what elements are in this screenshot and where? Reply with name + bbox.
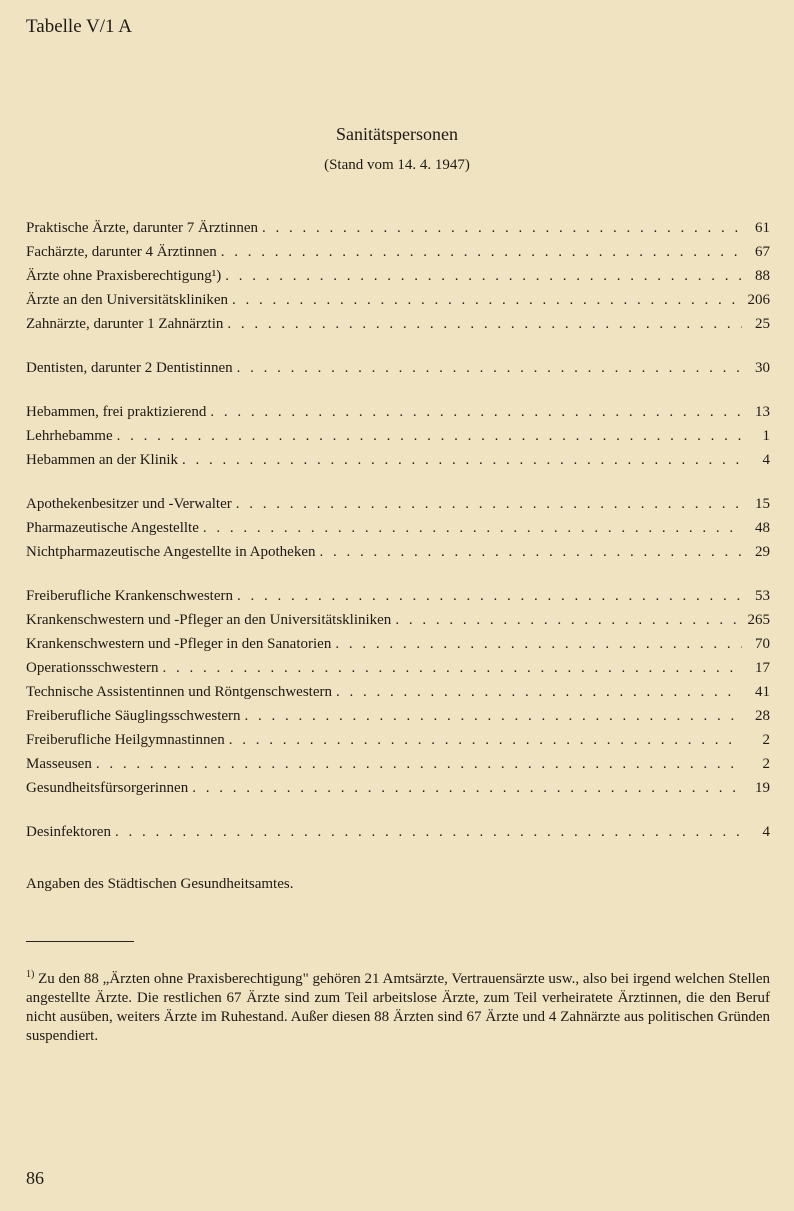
leader-dots <box>115 824 742 841</box>
item-label: Krankenschwestern und -Pfleger an den Universitätskliniken <box>26 612 392 628</box>
list-item <box>26 520 770 544</box>
list-item <box>26 292 770 316</box>
list-item <box>26 268 770 292</box>
item-count: 2 <box>762 732 770 748</box>
footnote-divider <box>26 941 134 942</box>
list-item <box>26 732 770 756</box>
list-item <box>26 780 770 804</box>
list-item <box>26 612 770 636</box>
item-label: Ärzte an den Universitätskliniken <box>26 292 229 308</box>
leader-dots <box>262 220 742 237</box>
table-label: Tabelle V/1 A <box>26 16 132 37</box>
list-item <box>26 684 770 708</box>
leader-dots <box>96 756 742 773</box>
list-group <box>26 220 770 340</box>
list-group <box>26 496 770 568</box>
item-count: 29 <box>755 544 770 560</box>
item-label: Krankenschwestern und -Pfleger in den Sanatorien <box>26 636 332 652</box>
leader-dots <box>395 612 742 629</box>
footnote-text: Zu den 88 „Ärzten ohne Praxisberechtigung" gehören 21 Amtsärzte, Vertrauensärzte usw., also bei irgend welchen Stellen angestellte Ärzte. Die restlichen 67 Ärzte sind zum Teil arbeitslose Ärzte, zum Teil verheiratete Ärztinnen, die den Beruf nicht ausüben, weiters Ärzte im Ruhestand. Außer diesen 88 Ärzten sind 67 Ärzte und 4 Zahnärzte aus politischen Gründen suspendiert. <box>26 971 771 1044</box>
item-count: 28 <box>755 708 770 724</box>
item-label: Dentisten, darunter 2 Dentistinnen <box>26 360 233 376</box>
list-item <box>26 660 770 684</box>
list-item <box>26 452 770 476</box>
leader-dots <box>182 452 742 469</box>
item-count: 30 <box>755 360 770 376</box>
item-label: Masseusen <box>26 756 92 772</box>
list-item <box>26 496 770 520</box>
page-title: Sanitätspersonen <box>336 124 458 144</box>
item-label: Praktische Ärzte, darunter 7 Ärztinnen <box>26 220 258 236</box>
item-label: Desinfektoren <box>26 824 111 840</box>
list-item <box>26 588 770 612</box>
leader-dots <box>203 520 742 537</box>
leader-dots <box>245 708 742 725</box>
list-group <box>26 588 770 804</box>
item-count: 13 <box>755 404 770 420</box>
item-count: 61 <box>755 220 770 236</box>
page-number: 86 <box>26 1168 44 1188</box>
item-count: 206 <box>747 292 770 308</box>
list-group <box>26 404 770 476</box>
footnote-marker: 1) <box>26 969 35 980</box>
list-item <box>26 756 770 780</box>
leader-dots <box>192 780 742 797</box>
list-group <box>26 360 770 384</box>
list-item <box>26 636 770 660</box>
item-count: 2 <box>762 756 770 772</box>
list-item <box>26 428 770 452</box>
list-group <box>26 824 770 848</box>
leader-dots <box>117 428 742 445</box>
list-item <box>26 824 770 848</box>
item-label: Pharmazeutische Angestellte <box>26 520 199 536</box>
item-count: 17 <box>755 660 770 676</box>
leader-dots <box>232 292 742 309</box>
item-label: Zahnärzte, darunter 1 Zahnärztin <box>26 316 224 332</box>
item-label: Apothekenbesitzer und -Verwalter <box>26 496 232 512</box>
item-count: 48 <box>755 520 770 536</box>
item-label: Hebammen, frei praktizierend <box>26 404 207 420</box>
item-count: 19 <box>755 780 770 796</box>
item-label: Gesundheitsfürsorgerinnen <box>26 780 189 796</box>
leader-dots <box>225 268 742 285</box>
item-count: 70 <box>755 636 770 652</box>
leader-dots <box>320 544 743 561</box>
item-label: Hebammen an der Klinik <box>26 452 179 468</box>
item-label: Freiberufliche Säuglingsschwestern <box>26 708 241 724</box>
item-count: 4 <box>762 824 770 840</box>
list-item <box>26 220 770 244</box>
leader-dots <box>210 404 742 421</box>
leader-dots <box>237 588 742 605</box>
list-item <box>26 316 770 340</box>
leader-dots <box>336 684 742 701</box>
source-note: Angaben des Städtischen Gesundheitsamtes. <box>26 876 294 892</box>
list-item <box>26 708 770 732</box>
item-label: Nichtpharmazeutische Angestellte in Apotheken <box>26 544 316 560</box>
list-item <box>26 360 770 384</box>
list-item <box>26 544 770 568</box>
leader-dots <box>236 496 742 513</box>
item-count: 53 <box>755 588 770 604</box>
list-item <box>26 244 770 268</box>
leader-dots <box>162 660 742 677</box>
page-subtitle: (Stand vom 14. 4. 1947) <box>324 157 470 173</box>
item-label: Freiberufliche Heilgymnastinnen <box>26 732 225 748</box>
item-count: 88 <box>755 268 770 284</box>
item-count: 265 <box>747 612 770 628</box>
item-label: Fachärzte, darunter 4 Ärztinnen <box>26 244 217 260</box>
personnel-list <box>26 220 770 868</box>
leader-dots <box>221 244 742 261</box>
item-count: 41 <box>755 684 770 700</box>
item-label: Operationsschwestern <box>26 660 159 676</box>
item-count: 1 <box>762 428 770 444</box>
leader-dots <box>335 636 742 653</box>
item-count: 67 <box>755 244 770 260</box>
item-label: Technische Assistentinnen und Röntgenschwestern <box>26 684 332 700</box>
leader-dots <box>237 360 742 377</box>
item-label: Ärzte ohne Praxisberechtigung¹) <box>26 268 222 284</box>
item-label: Lehrhebamme <box>26 428 113 444</box>
item-count: 15 <box>755 496 770 512</box>
item-count: 25 <box>755 316 770 332</box>
item-count: 4 <box>762 452 770 468</box>
list-item <box>26 404 770 428</box>
leader-dots <box>229 732 742 749</box>
footnote <box>26 965 770 1046</box>
item-label: Freiberufliche Krankenschwestern <box>26 588 233 604</box>
leader-dots <box>227 316 742 333</box>
